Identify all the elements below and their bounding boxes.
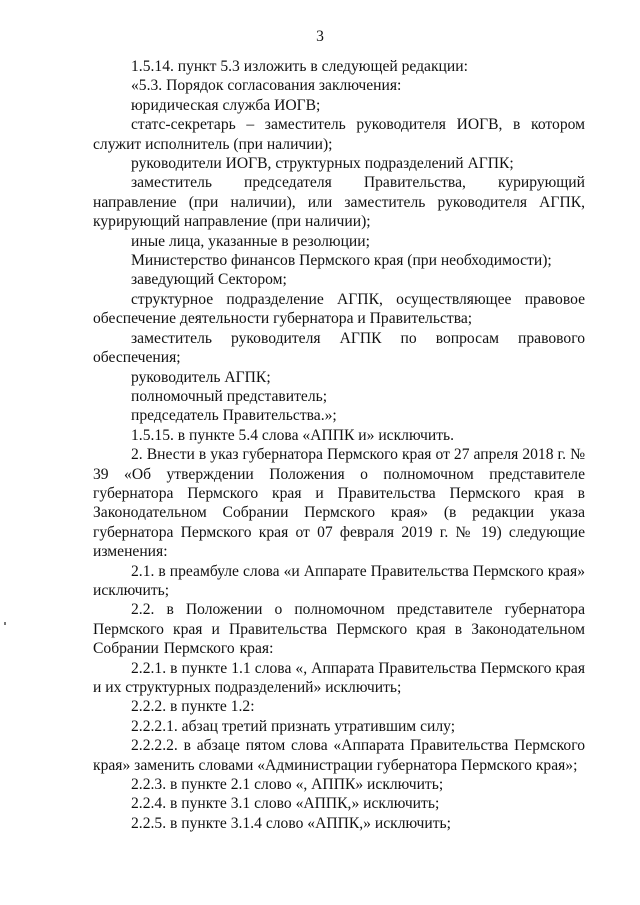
paragraph-1-5-14: 1.5.14. пункт 5.3 изложить в следующей редакции:: [131, 58, 468, 75]
paragraph-2-2-4: 2.2.4. в пункте 3.1 слово «АППК,» исключить;: [131, 795, 440, 813]
paragraph-2-2-2-1: 2.2.2.1. абзац третий признать утратившим силу;: [131, 717, 456, 735]
paragraph-2-2: 2.2. в Положении о полномочном представителе губернатора Пермского края и Правительства Пермского края в Законодательном Собрании Пермского края:: [93, 601, 585, 658]
paragraph-deputy-chairman: заместитель председателя Правительства, курирующий направление (при наличии), или заместитель руководителя АГПК, курирующий направление (при наличии);: [93, 174, 585, 231]
paragraph-2-1: 2.1. в преамбуле слова «и Аппарате Правительства Пермского края» исключить;: [93, 562, 585, 599]
paragraph-1-5-15: 1.5.15. в пункте 5.4 слова «АППК и» исключить.: [131, 426, 455, 444]
paragraph-other-persons: иные лица, указанные в резолюции;: [131, 232, 370, 250]
scan-edge-mark: [4, 622, 6, 625]
paragraph-2-decree: 2. Внести в указ губернатора Пермского края от 27 апреля 2018 г. № 39 «Об утверждении Положения о полномочном представителе губернатора Пермского края и Правительства Пермского края в Законодательном Собрании Пермского края» (в редакции указа губернатора Пермского края от 07 февраля 2019 г. № 19) следующие изменения:: [93, 446, 585, 561]
paragraph-legal-service: юридическая служба ИОГВ;: [131, 96, 321, 114]
document-body: [93, 57, 585, 833]
paragraph-2-2-2-2: 2.2.2.2. в абзаце пятом слова «Аппарата Правительства Пермского края» заменить словами «Администрации губернатора Пермского края»;: [93, 737, 585, 774]
paragraph-ministry-finance: Министерство финансов Пермского края (при необходимости);: [131, 252, 552, 270]
paragraph-legal-division: структурное подразделение АГПК, осуществляющее правовое обеспечение деятельности губернатора и Правительства;: [93, 290, 585, 328]
paragraph-2-2-3: 2.2.3. в пункте 2.1 слово «, АППК» исключить;: [131, 776, 444, 794]
paragraph-2-2-5: 2.2.5. в пункте 3.1.4 слово «АППК,» исключить;: [131, 814, 451, 832]
page-number: 3: [316, 28, 324, 45]
paragraph-state-secretary: статс-секретарь – заместитель руководителя ИОГВ, в котором служит исполнитель (при наличии);: [93, 116, 585, 153]
paragraph-2-2-1: 2.2.1. в пункте 1.1 слова «, Аппарата Правительства Пермского края и их структурных подразделений» исключить;: [93, 659, 585, 696]
paragraph-heads-iogv: руководители ИОГВ, структурных подразделений АГПК;: [131, 155, 514, 173]
paragraph-5-3-heading: «5.3. Порядок согласования заключения:: [131, 77, 402, 95]
paragraph-chairman: председатель Правительства.»;: [131, 407, 337, 425]
paragraph-2-2-2: 2.2.2. в пункте 1.2:: [131, 698, 255, 716]
paragraph-sector-head: заведующий Сектором;: [131, 271, 287, 289]
paragraph-plenipotentiary: полномочный представитель;: [131, 387, 328, 405]
paragraph-head-agpk: руководитель АГПК;: [131, 368, 271, 386]
paragraph-deputy-legal: заместитель руководителя АГПК по вопросам правового обеспечения;: [93, 329, 585, 367]
